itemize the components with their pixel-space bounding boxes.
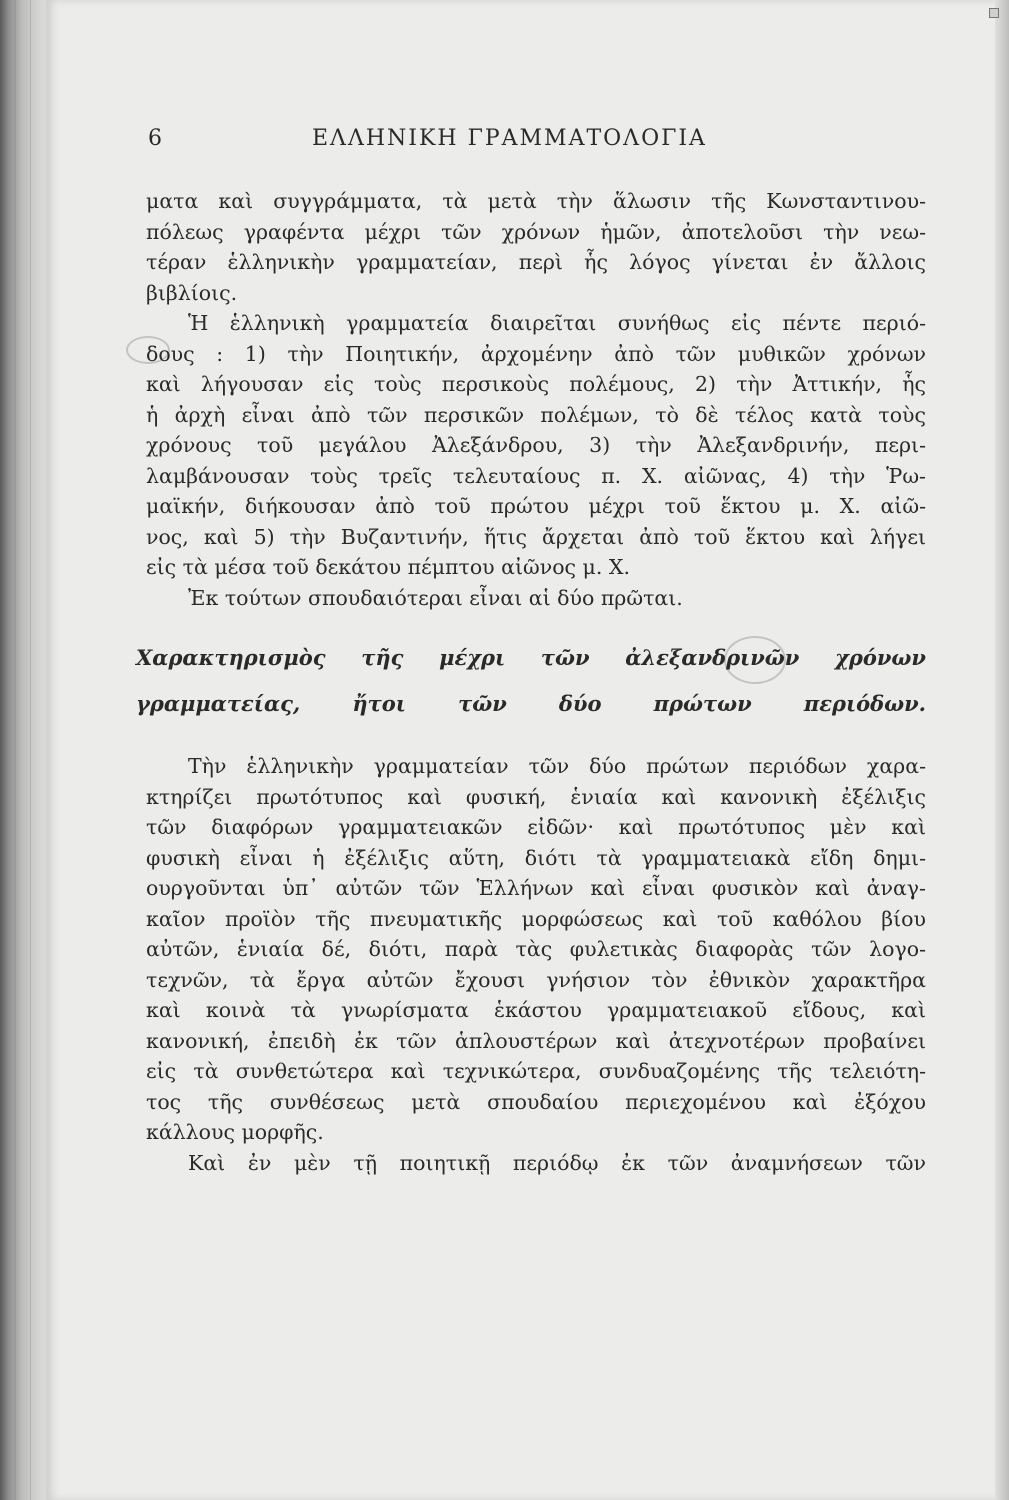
subheading-line-1: Χαρακτηρισμὸς τῆς μέχρι τῶν ἀλεξανδρινῶν χρόνων bbox=[136, 645, 926, 670]
paragraph-2 bbox=[146, 308, 926, 583]
paragraph-5 bbox=[146, 1148, 926, 1179]
page-body bbox=[136, 186, 926, 1178]
paragraph-1 bbox=[146, 186, 926, 308]
text-line: πόλεως γραφέντα μέχρι τῶν χρόνων ἡμῶν, ἀποτελοῦσι τὴν νεω- bbox=[146, 219, 926, 244]
text-line: τέραν ἑλληνικὴν γραμματείαν, περὶ ἧς λόγος γίνεται ἐν ἄλλοις bbox=[146, 250, 926, 274]
page-right-edge bbox=[995, 0, 1009, 1500]
text-line: καὶ κοινὰ τὰ γνωρίσματα ἑκάστου γραμματειακοῦ εἴδους, καὶ bbox=[146, 998, 926, 1022]
section-subheading bbox=[136, 635, 926, 727]
text-line: βιβλίοις. bbox=[146, 280, 238, 305]
text-line: ἡ ἀρχὴ εἶναι ἀπὸ τῶν περσικῶν πολέμων, τὸ δὲ τέλος κατὰ τοὺς bbox=[146, 402, 926, 427]
text-line: τεχνῶν, τὰ ἔργα αὐτῶν ἔχουσι γνήσιον τὸν ἐθνικὸν χαρακτῆρα bbox=[146, 967, 926, 992]
text-line: Τὴν ἑλληνικὴν γραμματείαν τῶν δύο πρώτων περιόδων χαρα- bbox=[188, 754, 926, 778]
text-line: εἰς τὰ μέσα τοῦ δεκάτου πέμπτου αἰῶνος μ. Χ. bbox=[146, 555, 631, 579]
text-line: τος τῆς συνθέσεως μετὰ σπουδαίου περιεχομένου καὶ ἐξόχου bbox=[146, 1089, 926, 1114]
text-line: λαμβάνουσαν τοὺς τρεῖς τελευταίους π. Χ. αἰῶνας, 4) τὴν Ῥω- bbox=[146, 463, 926, 488]
scan-corner-mark bbox=[989, 8, 999, 18]
text-line: εἰς τὰ συνθετώτερα καὶ τεχνικώτερα, συνδυαζομένης τῆς τελειότη- bbox=[146, 1059, 926, 1083]
text-line: Ἐκ τούτων σπουδαιότεραι εἶναι αἱ δύο πρῶται. bbox=[188, 585, 683, 610]
paragraph-4 bbox=[146, 751, 926, 1148]
text-line: καὶ λήγουσαν εἰς τοὺς περσικοὺς πολέμους, 2) τὴν Ἀττικήν, ἧς bbox=[146, 372, 926, 396]
text-line: κάλλους μορφῆς. bbox=[146, 1120, 324, 1144]
text-line: κτηρίζει πρωτότυπος καὶ φυσική, ἑνιαία καὶ κανονικὴ ἐξέλιξις bbox=[146, 784, 926, 809]
page-number: 6 bbox=[148, 126, 163, 151]
text-line: ουργοῦνται ὑπ᾽ αὐτῶν τῶν Ἑλλήνων καὶ εἶναι φυσικὸν καὶ ἀναγ- bbox=[146, 876, 926, 900]
text-line: καῖον προϊὸν τῆς πνευματικῆς μορφώσεως καὶ τοῦ καθόλου βίου bbox=[146, 906, 926, 931]
text-line: φυσικὴ εἶναι ἡ ἐξέλιξις αὕτη, διότι τὰ γραμματειακὰ εἴδη δημι- bbox=[146, 845, 926, 870]
text-line: αὐτῶν, ἑνιαία δέ, διότι, παρὰ τὰς φυλετικὰς διαφορὰς τῶν λογο- bbox=[146, 937, 926, 961]
running-title: ΕΛΛΗΝΙΚΗ ΓΡΑΜΜΑΤΟΛΟΓΙΑ bbox=[312, 126, 707, 151]
text-line: δους : 1) τὴν Ποιητικήν, ἀρχομένην ἀπὸ τῶν μυθικῶν χρόνων bbox=[146, 341, 926, 366]
page-header bbox=[0, 122, 1009, 162]
subheading-line-2: γραμματείας, ἤτοι τῶν δύο πρώτων περιόδων. bbox=[136, 691, 926, 716]
text-line: ματα καὶ συγγράμματα, τὰ μετὰ τὴν ἅλωσιν τῆς Κωνσταντινου- bbox=[146, 189, 926, 213]
text-line: τῶν διαφόρων γραμματειακῶν εἰδῶν· καὶ πρωτότυπος μὲν καὶ bbox=[146, 815, 926, 839]
text-line: χρόνους τοῦ μεγάλου Ἀλεξάνδρου, 3) τὴν Ἀλεξανδρινήν, περι- bbox=[146, 433, 926, 457]
text-line: Ἡ ἑλληνικὴ γραμματεία διαιρεῖται συνήθως εἰς πέντε περιό- bbox=[188, 311, 926, 335]
text-line: νος, καὶ 5) τὴν Βυζαντινήν, ἥτις ἄρχεται ἀπὸ τοῦ ἕκτου καὶ λήγει bbox=[146, 524, 926, 549]
paragraph-3 bbox=[146, 583, 926, 614]
text-line: κανονική, ἐπειδὴ ἐκ τῶν ἁπλουστέρων καὶ ἀτεχνοτέρων προβαίνει bbox=[146, 1028, 926, 1053]
text-line: Καὶ ἐν μὲν τῇ ποιητικῇ περιόδῳ ἐκ τῶν ἀναμνήσεων τῶν bbox=[188, 1150, 926, 1175]
text-line: μαϊκήν, διήκουσαν ἀπὸ τοῦ πρώτου μέχρι τοῦ ἕκτου μ. Χ. αἰῶ- bbox=[146, 494, 926, 518]
